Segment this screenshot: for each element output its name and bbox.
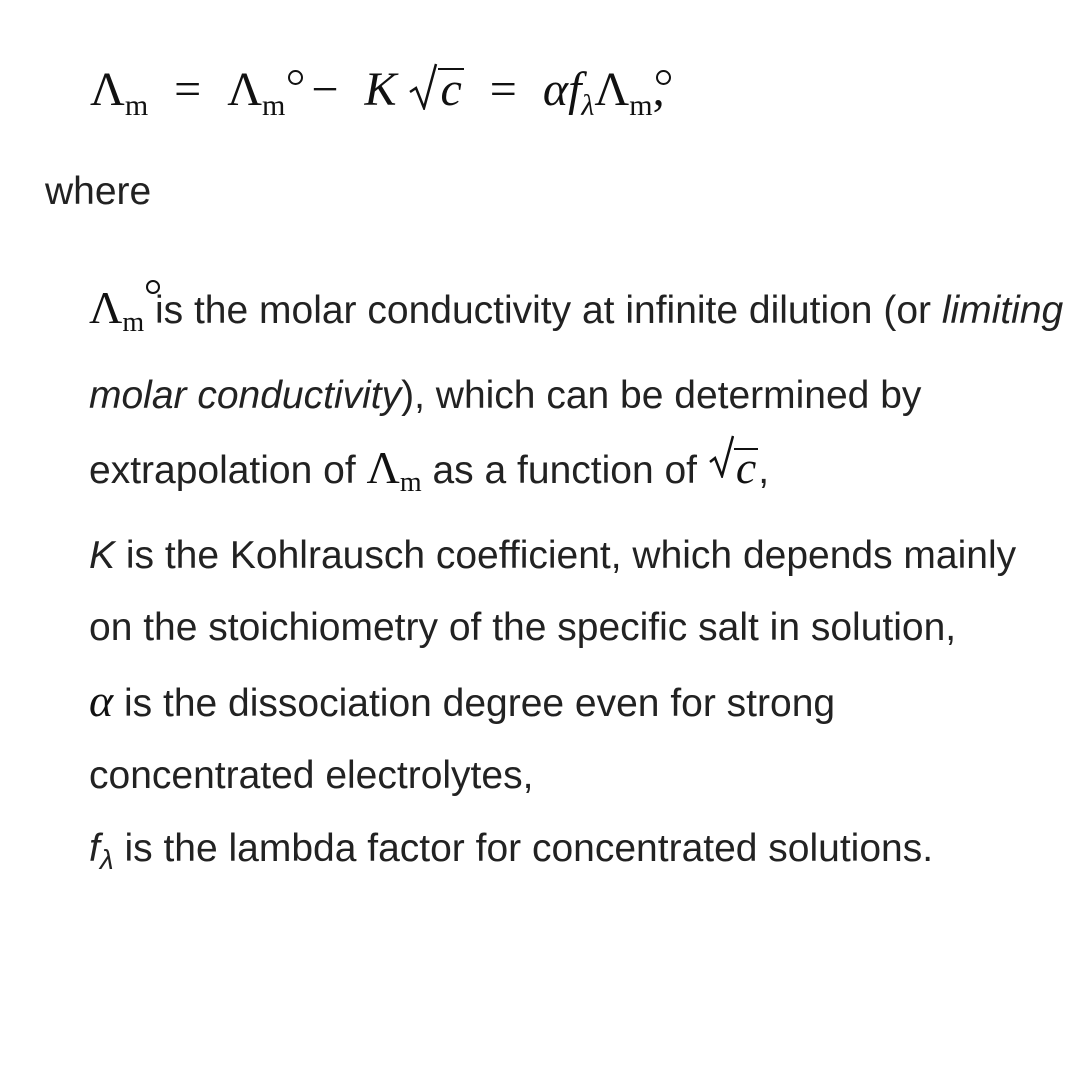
lambda-m-infinity-symbol: Λ $_m$	[227, 60, 285, 136]
equation-display	[90, 60, 665, 136]
kohlrausch-coefficient-symbol: K	[364, 63, 397, 116]
equals-sign-2: =	[489, 63, 517, 116]
emphasis-term: limiting molar conductivity	[89, 289, 1064, 417]
lambda-m-infinity-symbol-2: Λ $_m$	[594, 60, 652, 136]
definition-alpha: α is the dissociation degree even for strong concentrated electrolytes,	[89, 674, 836, 797]
equals-sign: =	[174, 63, 202, 116]
where-label: where	[45, 170, 152, 213]
equation-comma: ,	[652, 63, 665, 116]
lambda-m-infinity-symbol: Λ $_m$	[89, 272, 144, 360]
lambda-m-symbol: $\Lambda_m$	[366, 442, 422, 498]
definition-k: K is the Kohlrausch coefficient, which depends mainly on the stoichiometry of the specific salt in solution,	[89, 533, 1017, 649]
definition-lambda-m-infinity: Λ $_m$ is the molar conductivity at infinite dilution (or limiting molar conductivity), which can be determined by extrapolation of $\Lambda_m$ as a function of c,	[89, 272, 1064, 520]
square-root-c: c	[708, 432, 758, 505]
alpha-symbol: α	[89, 674, 114, 726]
square-root-c: c	[408, 60, 463, 120]
k-symbol: K	[89, 533, 116, 577]
f-lambda-symbol: $f_\lambda$	[568, 63, 595, 122]
f-lambda-symbol: $f_\lambda$	[89, 826, 114, 875]
lambda-m-symbol: $\Lambda_m$	[90, 63, 149, 122]
alpha-symbol: α	[542, 63, 569, 116]
definition-f-lambda: $f_\lambda$ is the lambda factor for concentrated solutions.	[89, 826, 934, 875]
definition-list	[89, 272, 1064, 896]
minus-sign: −	[311, 63, 339, 116]
